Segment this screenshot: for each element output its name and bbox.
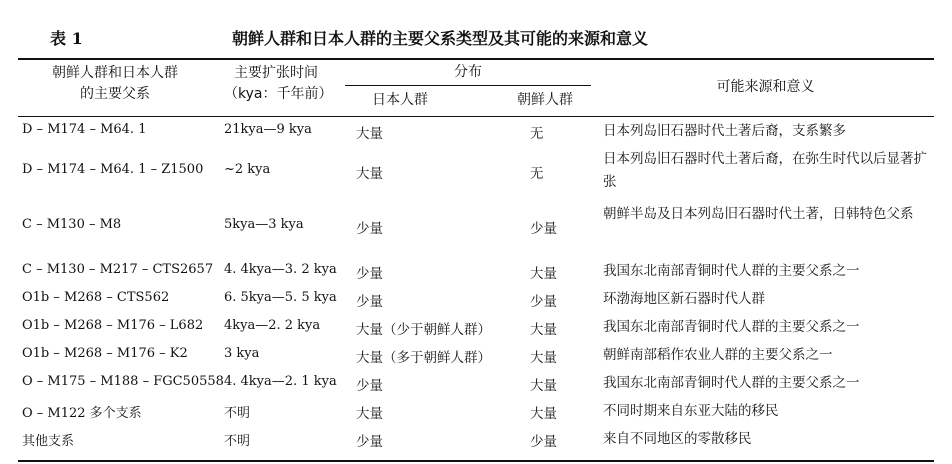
header-japan: 日本人群 (372, 92, 428, 108)
header-lineage-line2: 的主要父系 (80, 86, 150, 102)
table-row (0, 288, 952, 316)
origin-cell: 不同时期来自东亚大陆的移民 (603, 403, 779, 419)
origin-cell: 朝鲜南部稻作农业人群的主要父系之一 (603, 347, 833, 363)
origin-cell: 朝鲜半岛及日本列岛旧石器时代土著，日韩特色父系 (603, 206, 914, 222)
japan-cell: 大量（多于朝鲜人群） (356, 350, 491, 366)
table-caption-label: 表 1 (50, 29, 83, 48)
japan-cell: 少量 (356, 221, 383, 237)
korea-cell: 大量 (530, 266, 557, 282)
lineage-cell: D – M174 – M64. 1 (22, 122, 147, 137)
time-cell: 3 kya (224, 346, 260, 361)
table-row (0, 203, 952, 255)
header-lineage (30, 63, 200, 105)
lineage-cell: D – M174 – M64. 1 – Z1500 (22, 162, 204, 177)
korea-cell: 少量 (530, 434, 557, 450)
table-row (0, 400, 952, 428)
time-cell: 5kya—3 kya (224, 217, 304, 232)
table-row (0, 260, 952, 288)
lineage-cell: 其他支系 (22, 434, 75, 449)
origin-cell: 来自不同地区的零散移民 (603, 431, 752, 447)
japan-cell: 少量 (356, 434, 383, 450)
time-cell: ~2 kya (224, 162, 271, 177)
table-bottom-rule (18, 460, 934, 462)
time-cell: 21kya—9 kya (224, 122, 312, 137)
lineage-cell: O1b – M268 – M176 – L682 (22, 318, 204, 333)
origin-cell: 日本列岛旧石器时代土著后裔，支系繁多 (603, 123, 846, 139)
table-header-rule (18, 116, 934, 117)
lineage-cell: C – M130 – M217 – CTS2657 (22, 262, 214, 277)
korea-cell: 少量 (530, 294, 557, 310)
distribution-subrule (345, 85, 591, 86)
korea-cell: 大量 (530, 350, 557, 366)
time-cell: 不明 (224, 434, 251, 449)
lineage-cell: O – M122 多个支系 (22, 406, 142, 421)
header-origin: 可能来源和意义 (716, 79, 815, 95)
table-row (0, 428, 952, 456)
time-cell: 不明 (224, 406, 251, 421)
origin-cell: 我国东北南部青铜时代人群的主要父系之一 (603, 375, 860, 391)
table-top-rule (18, 58, 934, 60)
origin-cell: 环渤海地区新石器时代人群 (603, 291, 765, 307)
lineage-cell: O – M175 – M188 – FGC50558 (22, 374, 224, 389)
japan-cell: 少量 (356, 294, 383, 310)
korea-cell: 大量 (530, 406, 557, 422)
time-cell: 4. 4kya—3. 2 kya (224, 262, 337, 277)
korea-cell: 无 (530, 166, 544, 182)
table-row (0, 120, 952, 148)
header-korea: 朝鲜人群 (517, 92, 573, 108)
time-cell: 4. 4kya—2. 1 kya (224, 374, 337, 389)
origin-cell: 我国东北南部青铜时代人群的主要父系之一 (603, 263, 860, 279)
time-cell: 6. 5kya—5. 5 kya (224, 290, 337, 305)
lineage-cell: C – M130 – M8 (22, 217, 122, 232)
japan-cell: 少量 (356, 266, 383, 282)
japan-cell: 大量 (356, 406, 383, 422)
japan-cell: 大量（少于朝鲜人群） (356, 322, 491, 338)
korea-cell: 无 (530, 126, 544, 142)
table-row (0, 148, 952, 200)
header-time (224, 63, 332, 105)
time-cell: 4kya—2. 2 kya (224, 318, 321, 333)
korea-cell: 大量 (530, 378, 557, 394)
table-title: 朝鲜人群和日本人群的主要父系类型及其可能的来源和意义 (232, 29, 649, 48)
japan-cell: 大量 (356, 126, 383, 142)
japan-cell: 少量 (356, 378, 383, 394)
table-row (0, 372, 952, 400)
header-lineage-line1: 朝鲜人群和日本人群 (52, 65, 178, 81)
japan-cell: 大量 (356, 166, 383, 182)
header-time-line1: 主要扩张时间 (234, 65, 318, 81)
header-distribution: 分布 (454, 64, 482, 80)
lineage-cell: O1b – M268 – M176 – K2 (22, 346, 188, 361)
table-row (0, 344, 952, 372)
korea-cell: 少量 (530, 221, 557, 237)
table-row (0, 316, 952, 344)
origin-cell: 日本列岛旧石器时代土著后裔，在弥生时代以后显著扩张 (603, 151, 927, 190)
header-time-line2: （kya：千年前） (224, 86, 333, 102)
korea-cell: 大量 (530, 322, 557, 338)
origin-cell: 我国东北南部青铜时代人群的主要父系之一 (603, 319, 860, 335)
lineage-cell: O1b – M268 – CTS562 (22, 290, 170, 305)
